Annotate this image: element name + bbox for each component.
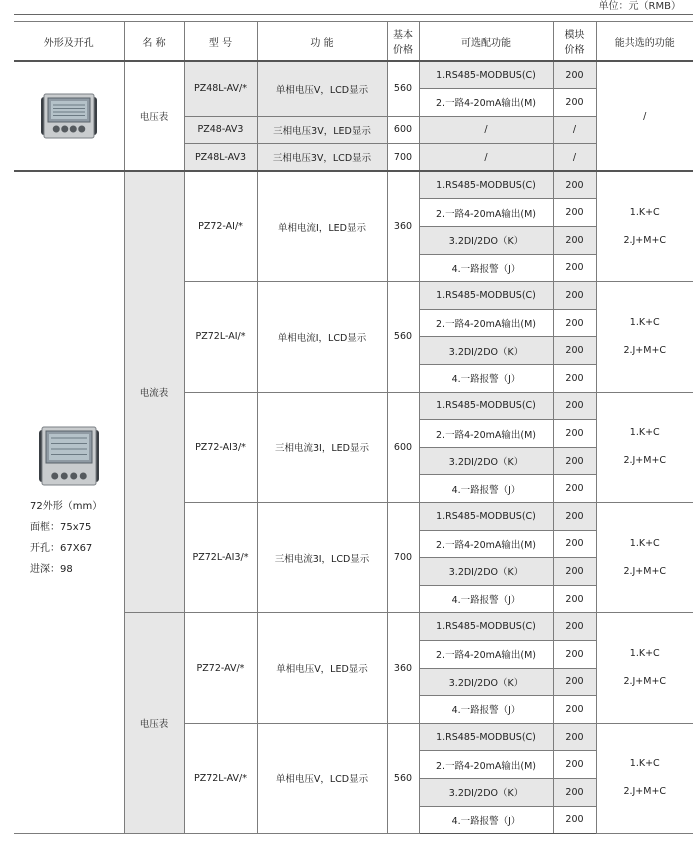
- option-label: 3.2DI/2DO（K）: [419, 668, 553, 696]
- device-48-picture: [40, 93, 98, 139]
- module-price: 200: [553, 337, 596, 365]
- function-desc: 三相电压3V，LED显示: [257, 116, 387, 144]
- option-label: 2.一路4-20mA输出(M): [419, 199, 553, 227]
- product-name: 电压表: [124, 613, 184, 834]
- option-label: 4.一路报警（J）: [419, 475, 553, 503]
- base-price: 360: [387, 171, 419, 281]
- function-desc: 单相电压V，LED显示: [257, 613, 387, 723]
- header-model: 型 号: [184, 22, 257, 62]
- dimension-line: 进深：98: [30, 563, 73, 575]
- module-price: 200: [553, 751, 596, 779]
- table-row: [14, 171, 693, 199]
- module-price: 200: [553, 503, 596, 531]
- model-number: PZ72L-AI3/*: [184, 503, 257, 613]
- model-number: PZ72-AV/*: [184, 613, 257, 723]
- combinable-item: 2.J+M+C: [623, 455, 667, 467]
- option-label: 4.一路报警（J）: [419, 585, 553, 613]
- base-price: 700: [387, 503, 419, 613]
- option-label: 3.2DI/2DO（K）: [419, 558, 553, 586]
- option-label: 1.RS485-MODBUS(C): [419, 61, 553, 89]
- function-desc: 单相电压V，LCD显示: [257, 723, 387, 833]
- option-label: 3.2DI/2DO（K）: [419, 337, 553, 365]
- module-price: 200: [553, 420, 596, 448]
- header-function: 功 能: [257, 22, 387, 62]
- option-label: 3.2DI/2DO（K）: [419, 778, 553, 806]
- dimension-line: 72外形（mm）: [30, 500, 103, 512]
- module-price: 200: [553, 447, 596, 475]
- base-price: 600: [387, 116, 419, 144]
- module-price: 200: [553, 89, 596, 117]
- module-price: 200: [553, 558, 596, 586]
- combinable: [596, 723, 693, 833]
- option-label: 4.一路报警（J）: [419, 254, 553, 282]
- header-optional: 可选配功能: [419, 22, 553, 62]
- combinable: /: [596, 61, 693, 171]
- module-price: 200: [553, 723, 596, 751]
- option-label: 4.一路报警（J）: [419, 696, 553, 724]
- header-appearance: 外形及开孔: [14, 22, 124, 62]
- function-desc: 三相电流3I，LED显示: [257, 392, 387, 502]
- combinable-item: 1.K+C: [629, 648, 660, 660]
- option-label: 1.RS485-MODBUS(C): [419, 392, 553, 420]
- base-price: 600: [387, 392, 419, 502]
- model-number: PZ48L-AV3: [184, 144, 257, 172]
- base-price: 560: [387, 61, 419, 116]
- option-label: 3.2DI/2DO（K）: [419, 447, 553, 475]
- function-desc: 单相电流I，LED显示: [257, 171, 387, 281]
- header-combinable: 能共选的功能: [596, 22, 693, 62]
- option-label: 2.一路4-20mA输出(M): [419, 751, 553, 779]
- function-desc: 三相电流3I，LCD显示: [257, 503, 387, 613]
- model-number: PZ48-AV3: [184, 116, 257, 144]
- top-rule: [14, 14, 693, 15]
- module-price: 200: [553, 778, 596, 806]
- option-label: 2.一路4-20mA输出(M): [419, 640, 553, 668]
- option-label: 2.一路4-20mA输出(M): [419, 420, 553, 448]
- combinable: [596, 171, 693, 281]
- option-label: 1.RS485-MODBUS(C): [419, 171, 553, 199]
- combinable: [596, 613, 693, 723]
- module-price: 200: [553, 365, 596, 393]
- base-price: 560: [387, 282, 419, 392]
- module-price: 200: [553, 171, 596, 199]
- base-price: 700: [387, 144, 419, 172]
- option-label: 2.一路4-20mA输出(M): [419, 89, 553, 117]
- combinable-item: 2.J+M+C: [623, 234, 667, 246]
- device-image-48: [14, 61, 124, 171]
- option-label: /: [419, 116, 553, 144]
- combinable: [596, 503, 693, 613]
- module-price: 200: [553, 227, 596, 255]
- module-price: 200: [553, 61, 596, 89]
- price-table: [14, 21, 693, 834]
- module-price: 200: [553, 806, 596, 834]
- combinable: [596, 392, 693, 502]
- dimension-line: 面框：75x75: [30, 521, 92, 533]
- combinable: [596, 282, 693, 392]
- module-price: 200: [553, 392, 596, 420]
- base-price: 360: [387, 613, 419, 723]
- table-row: [14, 61, 693, 89]
- base-price: 560: [387, 723, 419, 833]
- device-image-72: [14, 171, 124, 833]
- header-module-price: 模块 价格: [553, 22, 596, 62]
- product-name: 电流表: [124, 171, 184, 613]
- header-base-price: 基本 价格: [387, 22, 419, 62]
- option-label: 1.RS485-MODBUS(C): [419, 503, 553, 531]
- option-label: 4.一路报警（J）: [419, 806, 553, 834]
- module-price: 200: [553, 696, 596, 724]
- module-price: /: [553, 116, 596, 144]
- model-number: PZ72L-AI/*: [184, 282, 257, 392]
- option-label: 2.一路4-20mA输出(M): [419, 530, 553, 558]
- option-label: 1.RS485-MODBUS(C): [419, 613, 553, 641]
- model-number: PZ72-AI3/*: [184, 392, 257, 502]
- module-price: /: [553, 144, 596, 172]
- combinable-item: 1.K+C: [629, 316, 660, 328]
- option-label: /: [419, 144, 553, 172]
- combinable-item: 1.K+C: [629, 758, 660, 770]
- module-price: 200: [553, 530, 596, 558]
- header-row: [14, 22, 693, 62]
- function-desc: 单相电流I，LCD显示: [257, 282, 387, 392]
- unit-note: 单位：元（RMB）: [598, 1, 681, 12]
- combinable-item: 1.K+C: [629, 427, 660, 439]
- model-number: PZ48L-AV/*: [184, 61, 257, 116]
- option-label: 1.RS485-MODBUS(C): [419, 723, 553, 751]
- model-number: PZ72L-AV/*: [184, 723, 257, 833]
- model-number: PZ72-AI/*: [184, 171, 257, 281]
- combinable-item: 2.J+M+C: [623, 676, 667, 688]
- module-price: 200: [553, 282, 596, 310]
- module-price: 200: [553, 585, 596, 613]
- dimensions: [16, 496, 122, 580]
- combinable-item: 2.J+M+C: [623, 565, 667, 577]
- module-price: 200: [553, 254, 596, 282]
- option-label: 4.一路报警（J）: [419, 365, 553, 393]
- product-name: 电压表: [124, 61, 184, 171]
- dimension-line: 开孔：67X67: [30, 542, 93, 554]
- module-price: 200: [553, 613, 596, 641]
- combinable-item: 1.K+C: [629, 537, 660, 549]
- option-label: 1.RS485-MODBUS(C): [419, 282, 553, 310]
- combinable-item: 2.J+M+C: [623, 786, 667, 798]
- module-price: 200: [553, 668, 596, 696]
- option-label: 2.一路4-20mA输出(M): [419, 309, 553, 337]
- module-price: 200: [553, 640, 596, 668]
- option-label: 3.2DI/2DO（K）: [419, 227, 553, 255]
- module-price: 200: [553, 199, 596, 227]
- device-72-block: [16, 426, 122, 580]
- header-name: 名 称: [124, 22, 184, 62]
- function-desc: 单相电压V，LCD显示: [257, 61, 387, 116]
- combinable-item: 1.K+C: [629, 206, 660, 218]
- combinable-item: 2.J+M+C: [623, 344, 667, 356]
- function-desc: 三相电压3V，LCD显示: [257, 144, 387, 172]
- device-72-picture: [38, 426, 100, 486]
- module-price: 200: [553, 475, 596, 503]
- module-price: 200: [553, 309, 596, 337]
